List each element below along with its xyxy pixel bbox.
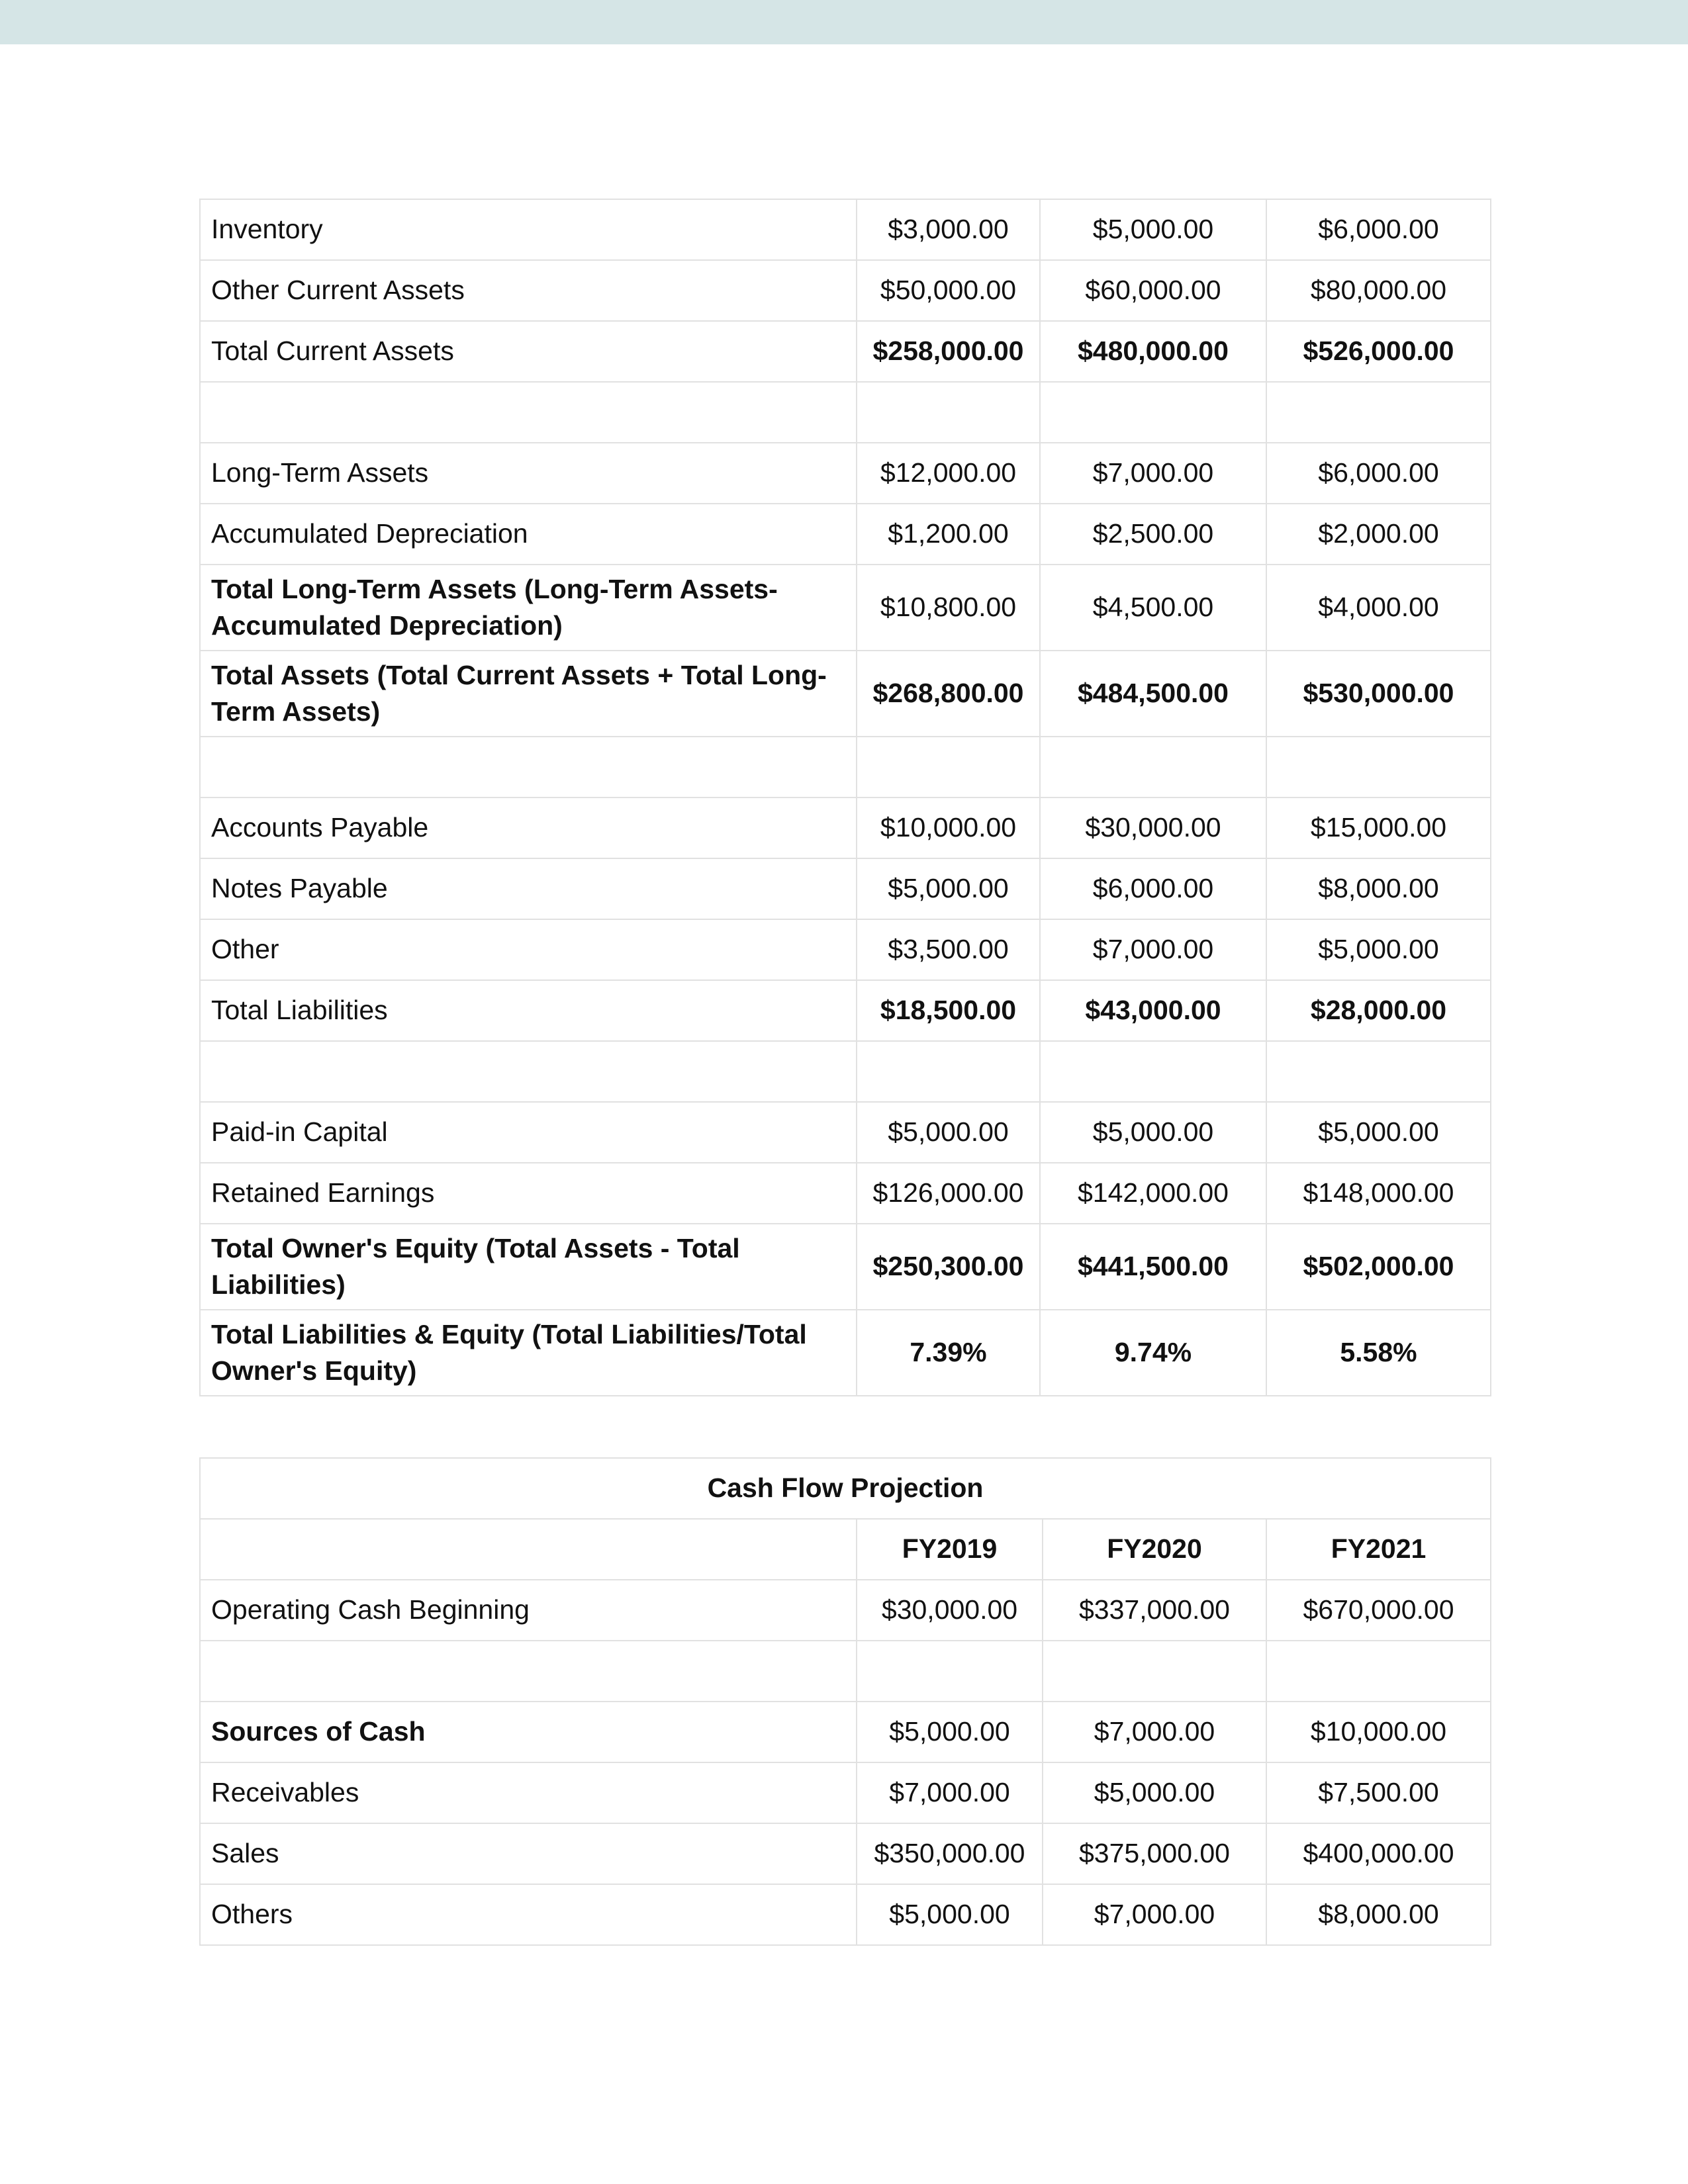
column-header-fy2021: FY2021 — [1266, 1519, 1491, 1580]
fy2019-value: $10,800.00 — [857, 565, 1040, 651]
row-label: Sources of Cash — [200, 1702, 857, 1762]
fy2020-value — [1040, 382, 1266, 443]
fy2020-value — [1040, 737, 1266, 797]
table-row-total-current-assets — [200, 321, 1491, 382]
table-header-row — [200, 1519, 1491, 1580]
fy2020-value: $484,500.00 — [1040, 651, 1266, 737]
table-row-spacer — [200, 737, 1491, 797]
fy2019-value: $3,000.00 — [857, 199, 1040, 260]
fy2020-value: $5,000.00 — [1043, 1762, 1266, 1823]
fy2021-value — [1266, 737, 1491, 797]
table-row-accumulated-depreciation — [200, 504, 1491, 565]
balance-sheet-table — [199, 199, 1491, 1396]
fy2021-value: $8,000.00 — [1266, 1884, 1491, 1945]
fy2019-value: $5,000.00 — [857, 1102, 1040, 1163]
fy2020-value: $5,000.00 — [1040, 199, 1266, 260]
row-label: Receivables — [200, 1762, 857, 1823]
fy2021-value: $28,000.00 — [1266, 980, 1491, 1041]
row-label — [200, 1041, 857, 1102]
fy2019-value: $10,000.00 — [857, 797, 1040, 858]
fy2021-value: $10,000.00 — [1266, 1702, 1491, 1762]
fy2021-value: $526,000.00 — [1266, 321, 1491, 382]
fy2019-value: $1,200.00 — [857, 504, 1040, 565]
row-label: Accumulated Depreciation — [200, 504, 857, 565]
fy2020-value: $480,000.00 — [1040, 321, 1266, 382]
fy2019-value: $268,800.00 — [857, 651, 1040, 737]
fy2021-value: $15,000.00 — [1266, 797, 1491, 858]
fy2019-value: $350,000.00 — [857, 1823, 1043, 1884]
page-header-band — [0, 0, 1688, 44]
fy2019-value: $126,000.00 — [857, 1163, 1040, 1224]
fy2021-value: $2,000.00 — [1266, 504, 1491, 565]
fy2021-value — [1266, 1641, 1491, 1702]
row-label — [200, 1641, 857, 1702]
row-label: Paid-in Capital — [200, 1102, 857, 1163]
fy2021-value: $8,000.00 — [1266, 858, 1491, 919]
table-row-other-current-assets — [200, 260, 1491, 321]
column-header-fy2020: FY2020 — [1043, 1519, 1266, 1580]
fy2021-value: $4,000.00 — [1266, 565, 1491, 651]
fy2020-value: $142,000.00 — [1040, 1163, 1266, 1224]
fy2020-value: $30,000.00 — [1040, 797, 1266, 858]
fy2021-value: $530,000.00 — [1266, 651, 1491, 737]
fy2020-value: $7,000.00 — [1040, 919, 1266, 980]
fy2021-value: $7,500.00 — [1266, 1762, 1491, 1823]
table-row-total-long-term-assets — [200, 565, 1491, 651]
fy2021-value: $670,000.00 — [1266, 1580, 1491, 1641]
table-row-sales — [200, 1823, 1491, 1884]
fy2019-value — [857, 1041, 1040, 1102]
fy2019-value: $5,000.00 — [857, 1884, 1043, 1945]
fy2019-value: $3,500.00 — [857, 919, 1040, 980]
fy2019-value: $18,500.00 — [857, 980, 1040, 1041]
fy2020-value: $4,500.00 — [1040, 565, 1266, 651]
table-row-receivables — [200, 1762, 1491, 1823]
row-label — [200, 382, 857, 443]
table-row-spacer — [200, 382, 1491, 443]
fy2020-value — [1043, 1641, 1266, 1702]
row-label: Total Liabilities — [200, 980, 857, 1041]
table-row-spacer — [200, 1641, 1491, 1702]
fy2019-value — [857, 737, 1040, 797]
row-label: Other — [200, 919, 857, 980]
table-row-other — [200, 919, 1491, 980]
table-row-sources-of-cash — [200, 1702, 1491, 1762]
fy2020-value: $441,500.00 — [1040, 1224, 1266, 1310]
fy2019-value: $5,000.00 — [857, 1702, 1043, 1762]
row-label: Retained Earnings — [200, 1163, 857, 1224]
fy2019-value — [857, 382, 1040, 443]
row-label: Inventory — [200, 199, 857, 260]
column-header-fy2019: FY2019 — [857, 1519, 1043, 1580]
cash-flow-table — [199, 1457, 1491, 1946]
fy2021-value — [1266, 1041, 1491, 1102]
row-label: Other Current Assets — [200, 260, 857, 321]
row-label — [200, 737, 857, 797]
row-label: Sales — [200, 1823, 857, 1884]
fy2020-value: $7,000.00 — [1040, 443, 1266, 504]
fy2021-value: $400,000.00 — [1266, 1823, 1491, 1884]
fy2021-value: $5,000.00 — [1266, 919, 1491, 980]
table-row-spacer — [200, 1041, 1491, 1102]
fy2020-value: $2,500.00 — [1040, 504, 1266, 565]
fy2020-value: $43,000.00 — [1040, 980, 1266, 1041]
fy2019-value: $7,000.00 — [857, 1762, 1043, 1823]
table-row-total-assets — [200, 651, 1491, 737]
table-row-total-liabilities-equity — [200, 1310, 1491, 1396]
table-row-retained-earnings — [200, 1163, 1491, 1224]
fy2021-value: $6,000.00 — [1266, 199, 1491, 260]
table-row-total-owners-equity — [200, 1224, 1491, 1310]
fy2020-value: $6,000.00 — [1040, 858, 1266, 919]
fy2021-value: $80,000.00 — [1266, 260, 1491, 321]
table-row-operating-cash-beginning — [200, 1580, 1491, 1641]
fy2019-value: $5,000.00 — [857, 858, 1040, 919]
fy2021-value: $6,000.00 — [1266, 443, 1491, 504]
fy2020-value: 9.74% — [1040, 1310, 1266, 1396]
fy2019-value — [857, 1641, 1043, 1702]
row-label: Total Assets (Total Current Assets + Total Long- Term Assets) — [200, 651, 857, 737]
fy2019-value: $30,000.00 — [857, 1580, 1043, 1641]
table-row-paid-in-capital — [200, 1102, 1491, 1163]
fy2020-value: $5,000.00 — [1040, 1102, 1266, 1163]
table-row-long-term-assets — [200, 443, 1491, 504]
table-row-accounts-payable — [200, 797, 1491, 858]
fy2020-value: $337,000.00 — [1043, 1580, 1266, 1641]
row-label: Total Long-Term Assets (Long-Term Assets- Accumulated Depreciation) — [200, 565, 857, 651]
fy2020-value: $375,000.00 — [1043, 1823, 1266, 1884]
fy2020-value: $60,000.00 — [1040, 260, 1266, 321]
row-label: Notes Payable — [200, 858, 857, 919]
table-row-notes-payable — [200, 858, 1491, 919]
fy2020-value: $7,000.00 — [1043, 1884, 1266, 1945]
fy2019-value: $12,000.00 — [857, 443, 1040, 504]
fy2019-value: 7.39% — [857, 1310, 1040, 1396]
fy2019-value: $250,300.00 — [857, 1224, 1040, 1310]
row-label: Total Owner's Equity (Total Assets - Total Liabilities) — [200, 1224, 857, 1310]
row-label: Operating Cash Beginning — [200, 1580, 857, 1641]
row-label: Long-Term Assets — [200, 443, 857, 504]
row-label: Total Liabilities & Equity (Total Liabilities/Total Owner's Equity) — [200, 1310, 857, 1396]
fy2021-value: $502,000.00 — [1266, 1224, 1491, 1310]
fy2020-value: $7,000.00 — [1043, 1702, 1266, 1762]
table-row-inventory — [200, 199, 1491, 260]
fy2019-value: $50,000.00 — [857, 260, 1040, 321]
table-title-row — [200, 1458, 1491, 1519]
fy2021-value: 5.58% — [1266, 1310, 1491, 1396]
row-label: Total Current Assets — [200, 321, 857, 382]
header-blank-cell — [200, 1519, 857, 1580]
table-title: Cash Flow Projection — [200, 1458, 1491, 1519]
row-label: Accounts Payable — [200, 797, 857, 858]
row-label: Others — [200, 1884, 857, 1945]
table-row-others — [200, 1884, 1491, 1945]
fy2021-value — [1266, 382, 1491, 443]
table-row-total-liabilities — [200, 980, 1491, 1041]
fy2021-value: $148,000.00 — [1266, 1163, 1491, 1224]
fy2021-value: $5,000.00 — [1266, 1102, 1491, 1163]
fy2019-value: $258,000.00 — [857, 321, 1040, 382]
fy2020-value — [1040, 1041, 1266, 1102]
